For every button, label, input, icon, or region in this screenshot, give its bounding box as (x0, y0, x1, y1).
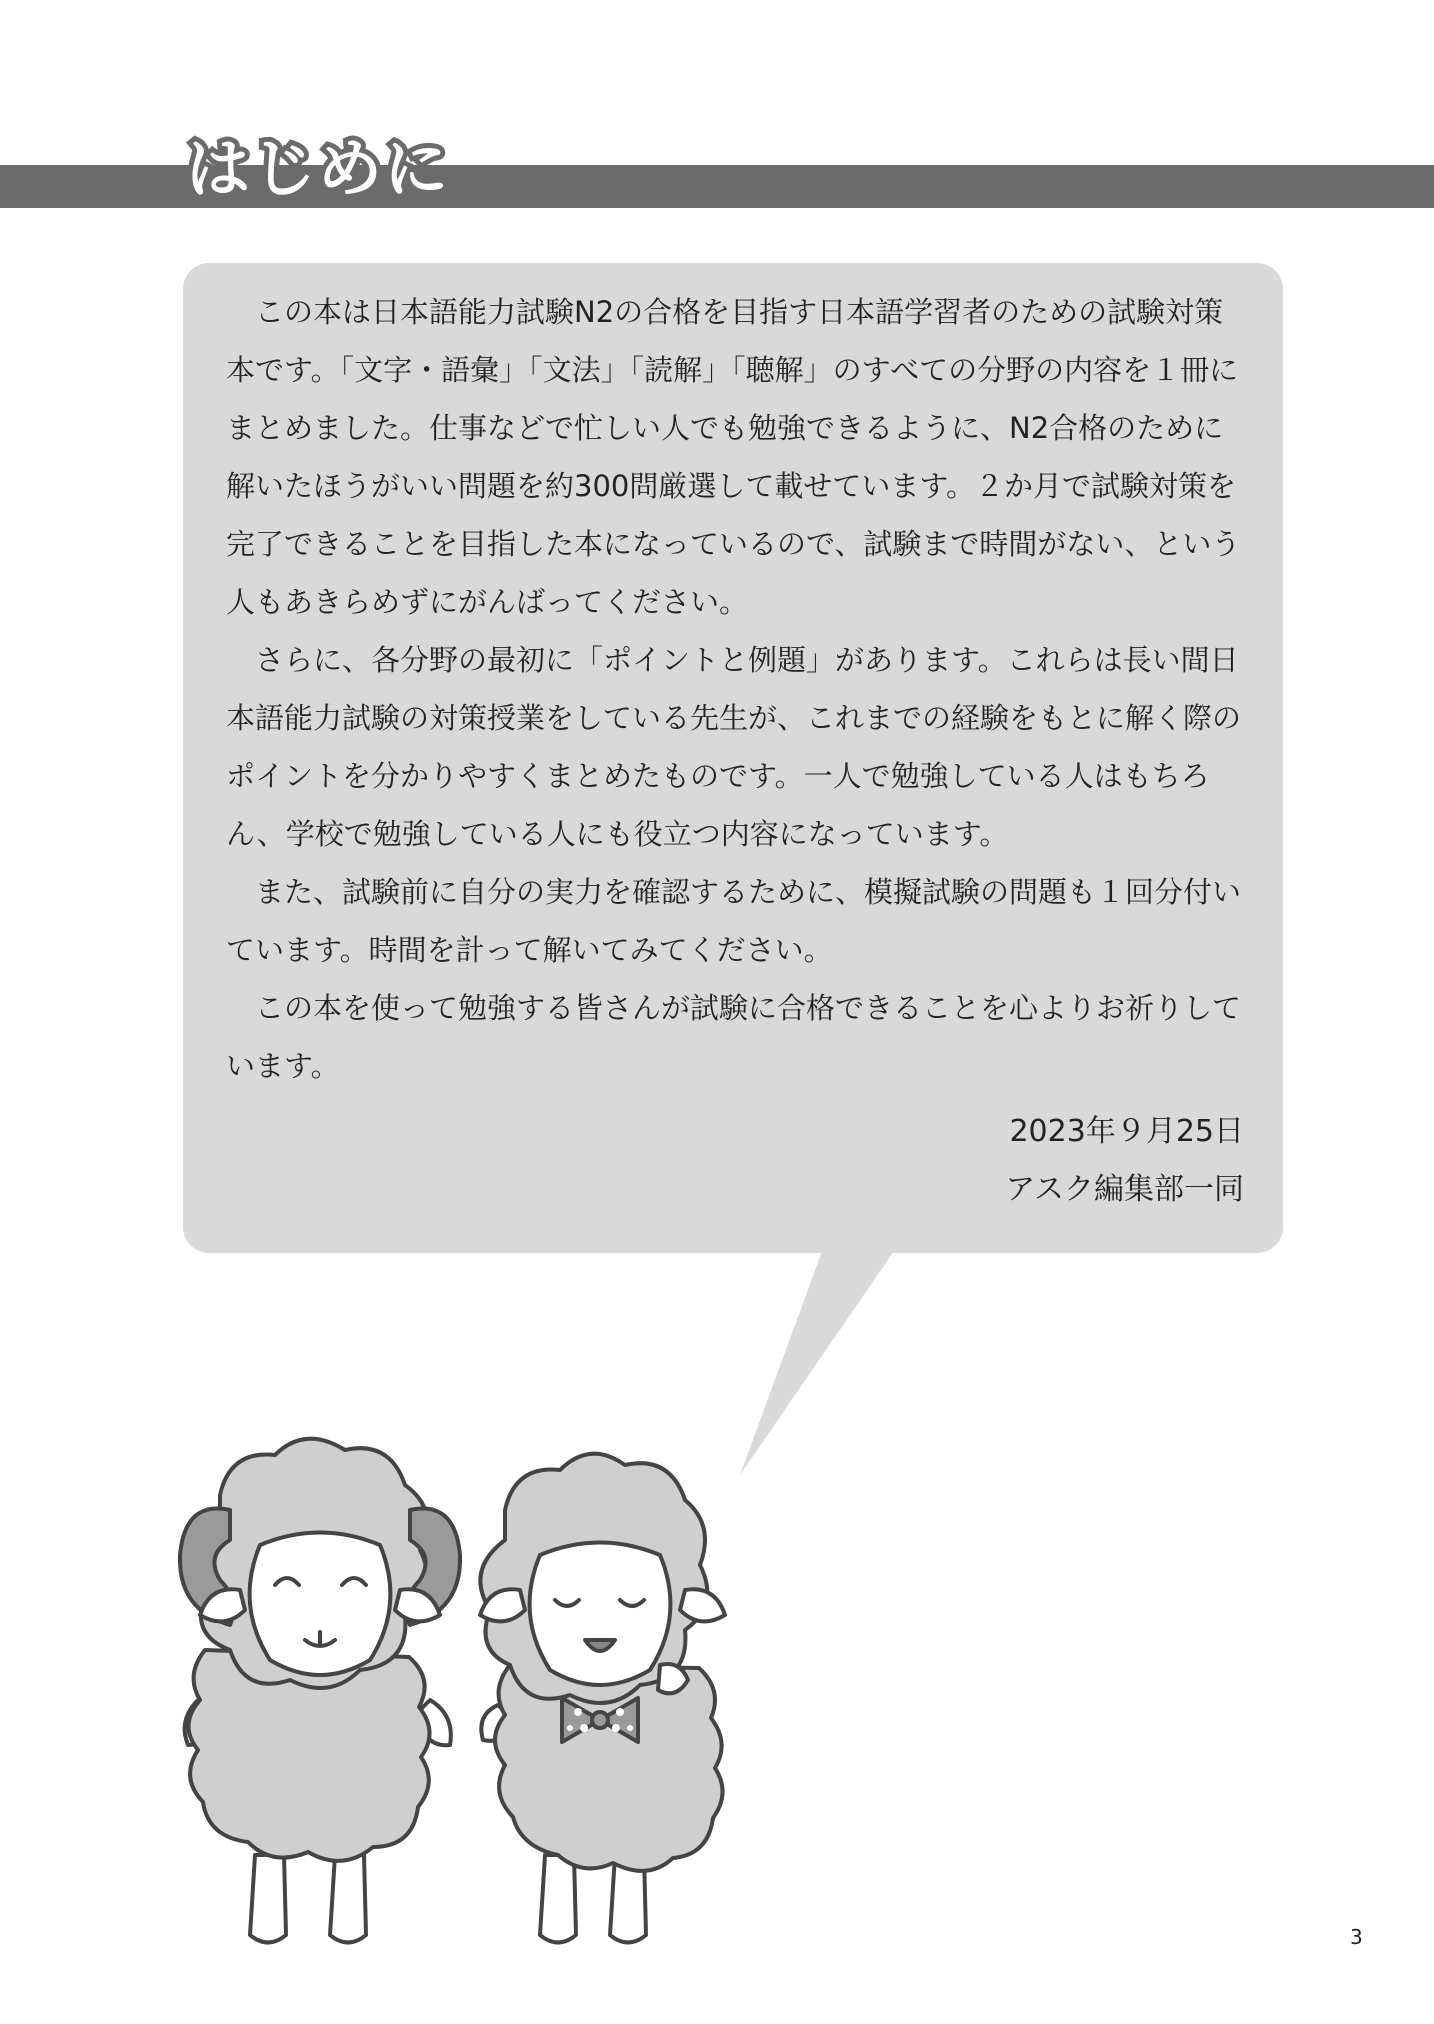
ewe-sheep-illustration (480, 1454, 725, 1943)
page-number: 3 (1350, 1925, 1363, 1949)
page-title: はじめに (186, 133, 450, 207)
ram-sheep-illustration (180, 1439, 460, 1943)
paragraph: この本を使って勉強する皆さんが試験に合格できることを心よりお祈りしています。 (226, 991, 1242, 1083)
author: アスク編集部一同 (1005, 1172, 1244, 1207)
paragraph: さらに、各分野の最初に「ポイントと例題」があります。これらは長い間日本語能力試験の対策授業をしている先生が、これまでの経験をもとに解く際のポイントを分かりやすくまとめたものです。一人で勉強している人はもちろん、学校で勉強している人にも役立つ内容になっています。 (226, 643, 1242, 851)
paragraph: この本は日本語能力試験N2の合格を目指す日本語学習者のための試験対策本です。「文字・語彙」「文法」「読解」「聴解」のすべての分野の内容を１冊にまとめました。仕事などで忙しい人でも勉強できるように、N2合格のために解いたほうがいい問題を約300問厳選して載せています。２か月で試験対策を完了できることを目指した本になっているので、試験まで時間がない、という人もあきらめずにがんばってください。 (226, 295, 1241, 619)
paragraph: また、試験前に自分の実力を確認するために、模擬試験の問題も１回分付いています。時間を計って解いてみてください。 (226, 875, 1242, 967)
date: 2023年９月25日 (1009, 1114, 1244, 1149)
